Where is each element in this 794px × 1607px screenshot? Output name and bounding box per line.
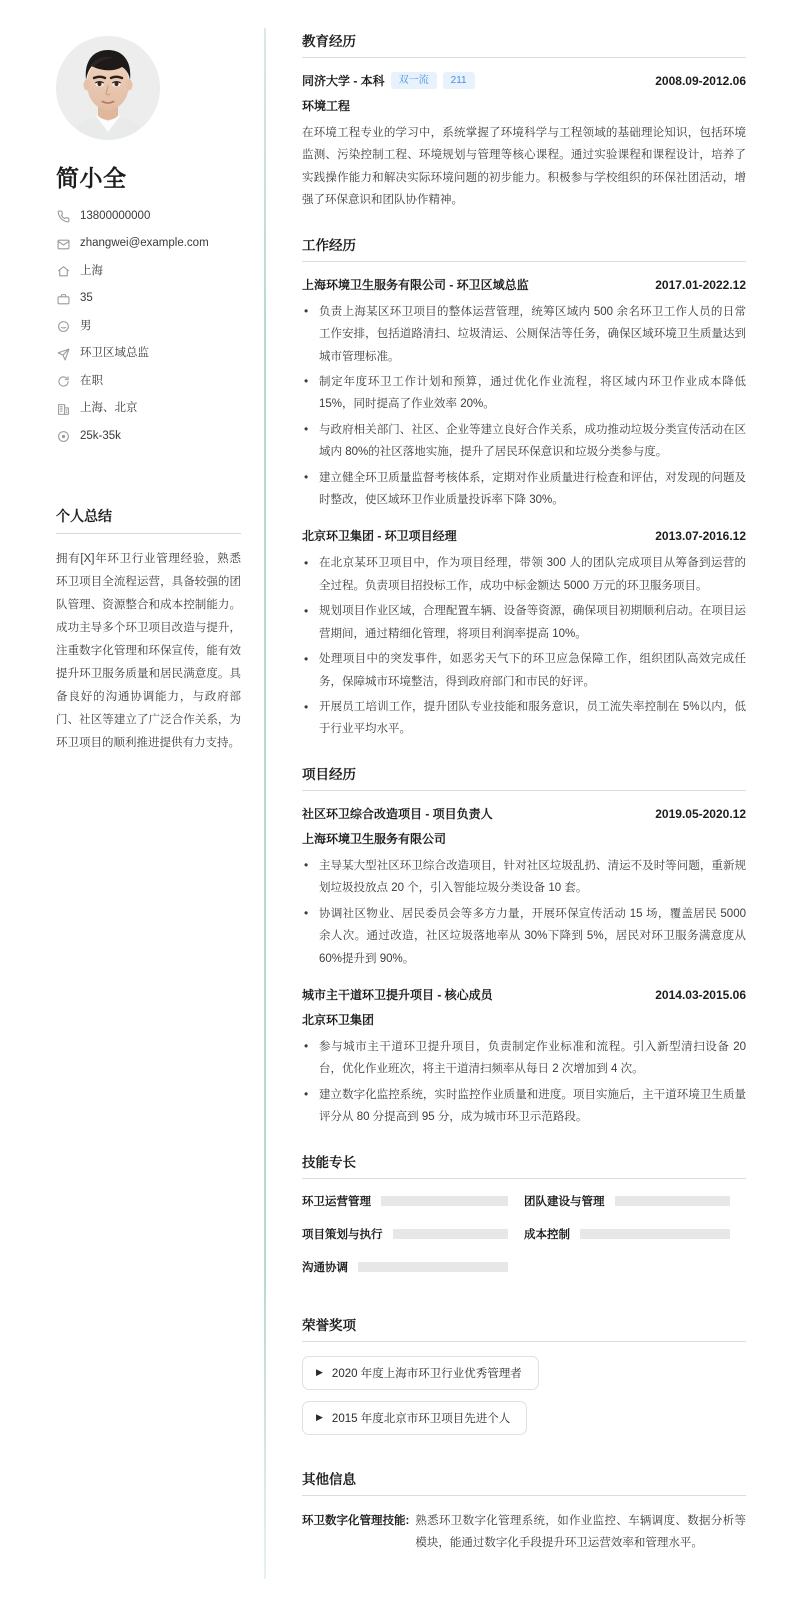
- project-company: 北京环卫集团: [302, 1012, 375, 1027]
- list-item: • 负责上海某区环卫项目的整体运营管理，统筹区域内 500 余名环卫工作人员的日常工作安排，包括道路清扫、垃圾清运、公厕保洁等任务，确保区域环境卫生质量达到城市管理标准。: [302, 301, 746, 368]
- project-bullets: [302, 855, 746, 970]
- page-title: 简小全: [56, 165, 127, 191]
- skill-progress-track: [393, 1229, 509, 1239]
- other-info-section: [302, 1468, 746, 1555]
- honors-title: 荣誉奖项: [302, 1314, 746, 1342]
- honor-label: 2015 年度北京市环卫项目先进个人: [331, 1412, 511, 1425]
- skill-label: 成本控制: [524, 1228, 570, 1241]
- education-major: 环境工程: [302, 99, 351, 113]
- triangle-right-icon: ▶: [316, 1412, 323, 1423]
- work-entry-head: [302, 527, 746, 544]
- avatar: [56, 36, 160, 140]
- honors-section: [302, 1314, 746, 1446]
- contact-location-value: 上海: [80, 264, 103, 277]
- skill-row: [524, 1226, 746, 1242]
- list-item: • 规划项目作业区域，合理配置车辆、设备等资源，确保项目初期顺利启动。在项目运营期间，通过精细化管理，将项目利润率提高 10%。: [302, 600, 746, 645]
- contact-list: [56, 209, 238, 444]
- status-icon: [56, 374, 71, 389]
- work-date: 2013.07-2016.12: [655, 529, 746, 544]
- list-item: • 参与城市主干道环卫提升项目，负责制定作业标准和流程。引入新型清扫设备 20 台，优化作业班次，将主干道清扫频率从每日 2 次增加到 4 次。: [302, 1036, 746, 1081]
- skills-section: [302, 1151, 746, 1292]
- skills-title: 技能专长: [302, 1151, 746, 1179]
- contact-position: [56, 347, 238, 362]
- other-info-value: 熟悉环卫数字化管理系统，如作业监控、车辆调度、数据分析等模块，能通过数字化手段提升环卫运营效率和管理水平。: [415, 1514, 746, 1550]
- education-date: 2008.09-2012.06: [655, 74, 746, 88]
- project-entry-head: [302, 805, 746, 822]
- project-role: 城市主干道环卫提升项目 - 核心成员: [302, 987, 493, 1002]
- triangle-right-icon: ▶: [316, 1367, 323, 1378]
- work-date: 2017.01-2022.12: [655, 277, 746, 292]
- honors-list: [302, 1356, 746, 1446]
- project-entry: [302, 986, 746, 1129]
- list-item: • 制定年度环卫工作计划和预算，通过优化作业流程，将区域内环卫作业成本降低 15%，同时提高了作业效率 20%。: [302, 371, 746, 416]
- other-info-row: [302, 1510, 746, 1555]
- work-bullets: [302, 552, 746, 740]
- list-item: • 建立健全环卫质量监督考核体系，定期对作业质量进行检查和评估，对发现的问题及时整改，使区域环卫作业质量投诉率下降 30%。: [302, 467, 746, 512]
- work-entry-head: [302, 276, 746, 293]
- paper-plane-icon: [56, 347, 71, 362]
- projects-title: 项目经历: [302, 763, 746, 791]
- honor-chip-row: [302, 1401, 746, 1446]
- skill-label: 沟通协调: [302, 1261, 348, 1274]
- education-entry-head-left: [302, 72, 475, 89]
- project-bullets: [302, 1036, 746, 1129]
- skill-row: [302, 1193, 524, 1209]
- education-school: 同济大学 - 本科: [302, 74, 385, 88]
- main-content: [266, 0, 794, 1607]
- work-entry: [302, 527, 746, 740]
- project-date: 2014.03-2015.06: [655, 987, 746, 1002]
- honor-label: 2020 年度上海市环卫行业优秀管理者: [331, 1367, 522, 1380]
- contact-location: [56, 264, 238, 279]
- salary-icon: [56, 429, 71, 444]
- home-icon: [56, 264, 71, 279]
- contact-gender: [56, 319, 238, 334]
- project-entry: [302, 805, 746, 970]
- gender-icon: [56, 319, 71, 334]
- summary-title: 个人总结: [56, 506, 241, 534]
- summary-text: 拥有[X]年环卫行业管理经验，熟悉环卫项目全流程运营，具备较强的团队管理、资源整合和成本控制能力。成功主导多个环卫项目改造与提升，注重数字化管理和环保宣传，能有效提升环卫服务质量和居民满意度。具备良好的沟通协调能力，与政府部门、社区等建立了广泛合作关系，为环卫项目的顺利推进提供有力支持。: [56, 553, 241, 749]
- honor-chip-row: [302, 1356, 746, 1401]
- education-description: 在环境工程专业的学习中，系统掌握了环境科学与工程领域的基础理论知识，包括环境监测、污染控制工程、环境规划与管理等核心课程。通过实验课程和课程设计，培养了实践操作能力和解决实际环境问题的初步能力。积极参与学校组织的环保社团活动，增强了环保意识和团队协作精神。: [302, 127, 746, 207]
- contact-cities: [56, 402, 238, 417]
- skill-row: [524, 1193, 746, 1209]
- contact-status-value: 在职: [80, 374, 103, 387]
- projects-section: [302, 763, 746, 1129]
- contact-phone: [56, 209, 238, 224]
- education-tag-shuangyiliu: 双一流: [391, 72, 437, 89]
- work-company-role: 上海环境卫生服务有限公司 - 环卫区域总监: [302, 277, 529, 292]
- project-entry-head: [302, 986, 746, 1003]
- other-info-title: 其他信息: [302, 1468, 746, 1496]
- list-item: • 建立数字化监控系统，实时监控作业质量和进度。项目实施后，主干道环境卫生质量评分从 80 分提高到 95 分，成为城市环卫示范路段。: [302, 1084, 746, 1129]
- contact-email-value: zhangwei@example.com: [80, 237, 209, 250]
- work-title: 工作经历: [302, 234, 746, 262]
- skill-progress-track: [580, 1229, 730, 1239]
- skill-progress-track: [358, 1262, 508, 1272]
- honor-chip[interactable]: [302, 1401, 527, 1435]
- list-item: • 与政府相关部门、社区、企业等建立良好合作关系，成功推动垃圾分类宣传活动在区域内 80%的社区落地实施，提升了居民环保意识和垃圾分类参与度。: [302, 419, 746, 464]
- contact-phone-value: 13800000000: [80, 209, 151, 222]
- education-entry-head: [302, 72, 746, 89]
- list-item: • 开展员工培训工作，提升团队专业技能和服务意识，员工流失率控制在 5%以内，低于行业平均水平。: [302, 696, 746, 741]
- honor-chip[interactable]: [302, 1356, 539, 1390]
- contact-age-value: 35: [80, 292, 93, 305]
- list-item: • 协调社区物业、居民委员会等多方力量，开展环保宣传活动 15 场，覆盖居民 5000 余人次。通过改造，社区垃圾落地率从 30%下降到 5%，居民对环卫服务满意度从 60%提升到 90%。: [302, 903, 746, 970]
- other-info-label: 环卫数字化管理技能:: [302, 1514, 410, 1527]
- skill-row: [302, 1226, 524, 1242]
- contact-cities-value: 上海、北京: [80, 402, 138, 415]
- education-tag-211: 211: [443, 72, 475, 89]
- list-item: • 主导某大型社区环卫综合改造项目，针对社区垃圾乱扔、清运不及时等问题，重新规划垃圾投放点 20 个，引入智能垃圾分类设备 10 套。: [302, 855, 746, 900]
- list-item: • 处理项目中的突发事件，如恶劣天气下的环卫应急保障工作，组织团队高效完成任务，保障城市环境整洁，得到政府部门和市民的好评。: [302, 648, 746, 693]
- education-entry: [302, 72, 746, 212]
- skills-grid: [302, 1193, 746, 1292]
- skill-label: 环卫运营管理: [302, 1195, 371, 1208]
- summary-section: [56, 506, 241, 755]
- contact-position-value: 环卫区域总监: [80, 347, 149, 360]
- skill-progress-track: [615, 1196, 731, 1206]
- contact-age: [56, 292, 238, 307]
- sidebar: [0, 0, 266, 1607]
- project-role: 社区环卫综合改造项目 - 项目负责人: [302, 806, 493, 821]
- envelope-icon: [56, 237, 71, 252]
- project-company: 上海环境卫生服务有限公司: [302, 831, 447, 846]
- contact-status: [56, 374, 238, 389]
- contact-salary: [56, 429, 238, 444]
- skill-row: [302, 1259, 524, 1275]
- contact-email: [56, 237, 238, 252]
- briefcase-icon: [56, 292, 71, 307]
- work-section: [302, 234, 746, 741]
- contact-salary-value: 25k-35k: [80, 429, 121, 442]
- work-entry: [302, 276, 746, 512]
- skill-progress-track: [381, 1196, 508, 1206]
- phone-icon: [56, 209, 71, 224]
- work-bullets: [302, 301, 746, 512]
- skill-label: 项目策划与执行: [302, 1228, 383, 1241]
- skill-label: 团队建设与管理: [524, 1195, 605, 1208]
- contact-gender-value: 男: [80, 319, 92, 332]
- education-section: [302, 30, 746, 212]
- building-icon: [56, 402, 71, 417]
- project-date: 2019.05-2020.12: [655, 806, 746, 821]
- education-title: 教育经历: [302, 30, 746, 58]
- list-item: • 在北京某环卫项目中，作为项目经理，带领 300 人的团队完成项目从筹备到运营的全过程。负责项目招投标工作，成功中标金额达 5000 万元的环卫服务项目。: [302, 552, 746, 597]
- work-company-role: 北京环卫集团 - 环卫项目经理: [302, 529, 457, 544]
- profile-photo-icon: [56, 36, 160, 140]
